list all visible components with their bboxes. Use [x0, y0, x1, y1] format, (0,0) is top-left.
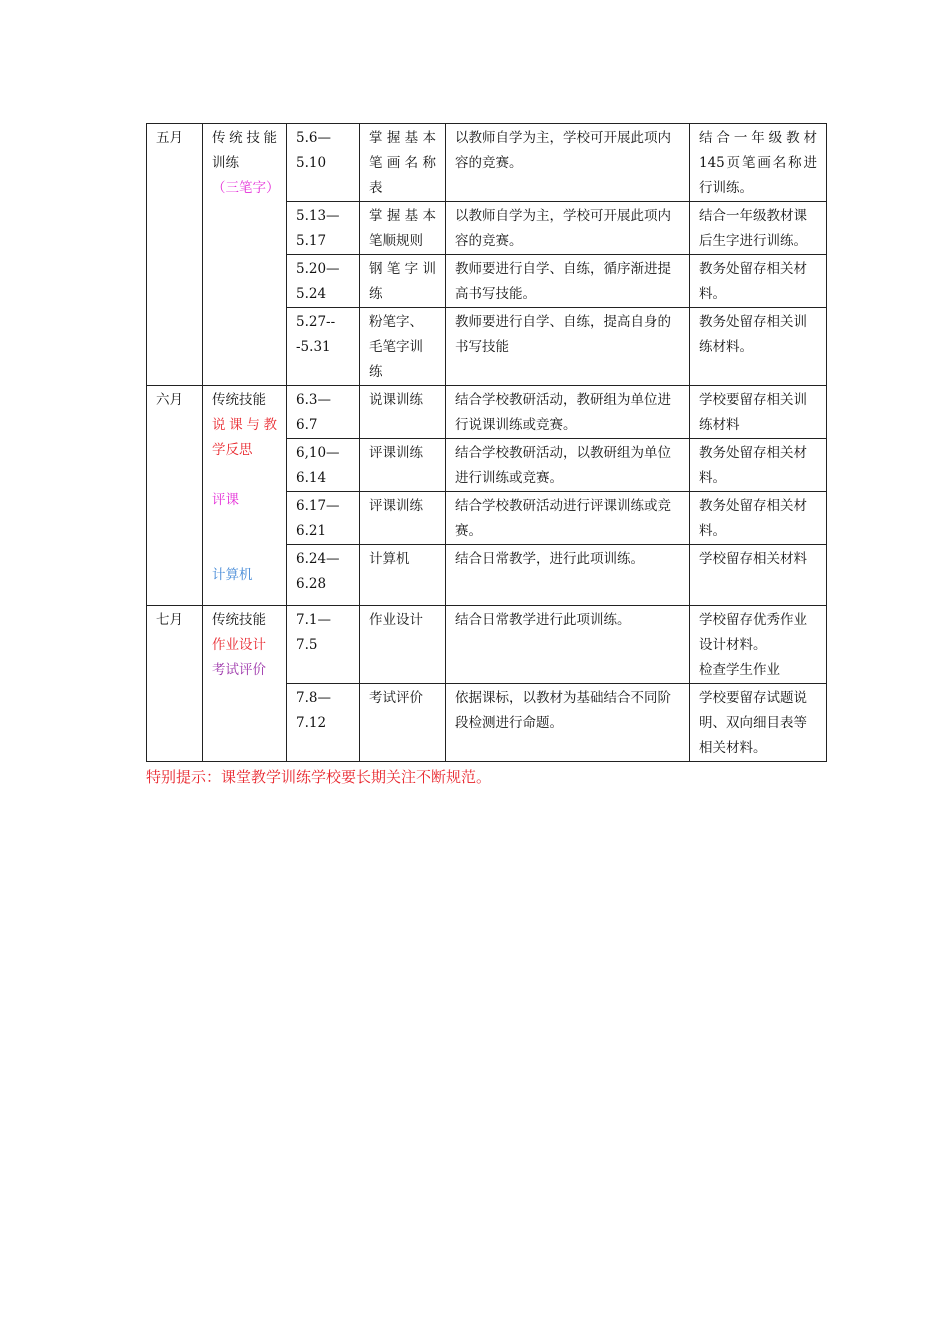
note-text: 检查学生作业: [699, 662, 780, 678]
note-cell: 学校要留存相关训练材料: [690, 386, 827, 439]
month-cell-may: 五月: [147, 124, 203, 386]
requirement-cell: 依据课标，以教材为基础结合不同阶段检测进行命题。: [446, 684, 690, 762]
category-cell-may: [203, 124, 287, 386]
table-row: [147, 386, 827, 439]
requirement-cell: 教师要进行自学、自练，提高自身的书写技能: [446, 308, 690, 386]
category-sub-label: 评课: [212, 492, 239, 508]
item-cell: 作业设计: [360, 606, 446, 684]
table-row: [147, 606, 827, 684]
category-sub-label: （三笔字）: [212, 180, 280, 196]
date-cell: 5.13—5.17: [287, 202, 360, 255]
date-cell: 5.27---5.31: [287, 308, 360, 386]
item-cell: 考试评价: [360, 684, 446, 762]
category-label: 传统技能训练: [212, 130, 277, 171]
category-sub-label: 说课与教学反思: [212, 417, 277, 458]
table-row: [147, 124, 827, 202]
category-label: 传统技能: [212, 392, 266, 408]
category-sub-label: 考试评价: [212, 662, 266, 678]
note-cell: 结合一年级教材145页笔画名称进行训练。: [690, 124, 827, 202]
requirement-cell: 结合学校教研活动进行评课训练或竞赛。: [446, 492, 690, 545]
date-cell: 7.8—7.12: [287, 684, 360, 762]
requirement-cell: 结合学校教研活动，教研组为单位进行说课训练或竞赛。: [446, 386, 690, 439]
special-tip: 特别提示：课堂教学训练学校要长期关注不断规范。: [146, 768, 492, 786]
item-cell: 掌握基本笔画名称表: [360, 124, 446, 202]
note-cell: 教务处留存相关材料。: [690, 492, 827, 545]
item-cell: 粉笔字、毛笔字训练: [360, 308, 446, 386]
note-cell: [690, 606, 827, 684]
note-cell: 学校要留存试题说明、双向细目表等相关材料。: [690, 684, 827, 762]
category-sub-label: 作业设计: [212, 637, 266, 653]
requirement-cell: 结合日常教学进行此项训练。: [446, 606, 690, 684]
requirement-cell: 结合日常教学，进行此项训练。: [446, 545, 690, 606]
item-cell: 掌握基本笔顺规则: [360, 202, 446, 255]
date-cell: 7.1—7.5: [287, 606, 360, 684]
requirement-cell: 结合学校教研活动，以教研组为单位进行训练或竞赛。: [446, 439, 690, 492]
month-cell-july: 七月: [147, 606, 203, 762]
category-cell-june: [203, 386, 287, 606]
date-cell: 6.24—6.28: [287, 545, 360, 606]
date-cell: 5.6—5.10: [287, 124, 360, 202]
note-cell: 教务处留存相关训练材料。: [690, 308, 827, 386]
requirement-cell: 教师要进行自学、自练，循序渐进提高书写技能。: [446, 255, 690, 308]
date-cell: 6.17—6.21: [287, 492, 360, 545]
note-text: 学校留存优秀作业设计材料。: [699, 612, 807, 653]
category-sub-label: 计算机: [212, 567, 253, 583]
item-cell: 说课训练: [360, 386, 446, 439]
date-cell: 6,10—6.14: [287, 439, 360, 492]
note-cell: 教务处留存相关材料。: [690, 439, 827, 492]
item-cell: 计算机: [360, 545, 446, 606]
category-label: 传统技能: [212, 612, 266, 628]
requirement-cell: 以教师自学为主，学校可开展此项内容的竞赛。: [446, 202, 690, 255]
training-plan-table: [146, 123, 827, 762]
month-cell-june: 六月: [147, 386, 203, 606]
requirement-cell: 以教师自学为主，学校可开展此项内容的竞赛。: [446, 124, 690, 202]
item-cell: 评课训练: [360, 492, 446, 545]
note-cell: 学校留存相关材料: [690, 545, 827, 606]
note-cell: 教务处留存相关材料。: [690, 255, 827, 308]
category-cell-july: [203, 606, 287, 762]
note-cell: 结合一年级教材课后生字进行训练。: [690, 202, 827, 255]
item-cell: 评课训练: [360, 439, 446, 492]
date-cell: 6.3—6.7: [287, 386, 360, 439]
date-cell: 5.20—5.24: [287, 255, 360, 308]
item-cell: 钢笔字训练: [360, 255, 446, 308]
